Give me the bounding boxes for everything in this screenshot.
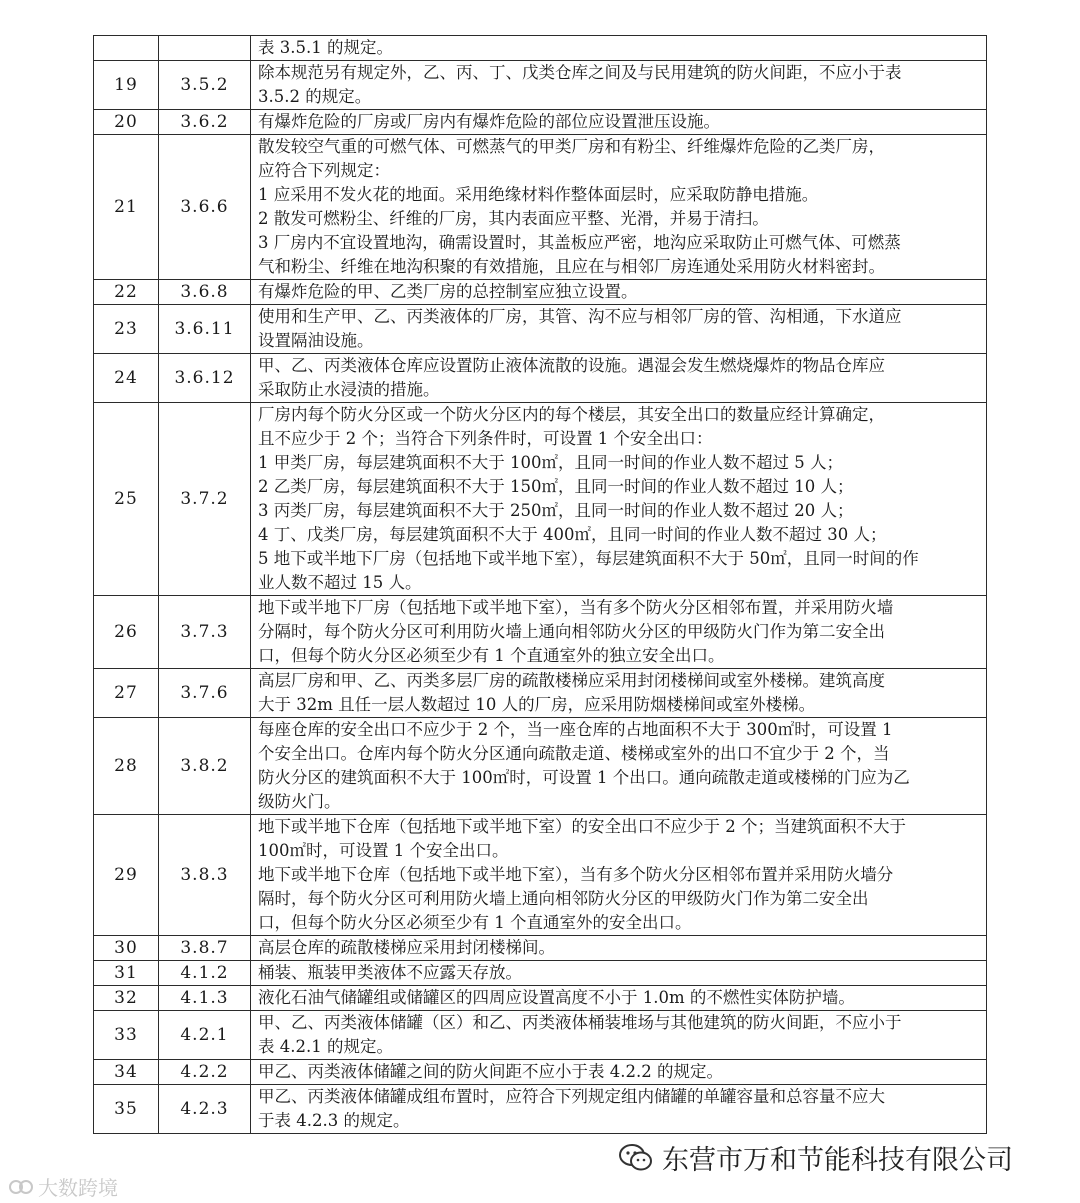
content-line: 业人数不超过 15 人。 <box>258 573 422 592</box>
clause-number: 3.5.2 <box>159 61 251 110</box>
clause-number: 4.1.3 <box>159 986 251 1011</box>
clause-number: 3.6.12 <box>159 354 251 403</box>
table-row <box>94 403 987 596</box>
table-row <box>94 135 987 280</box>
content-line: 级防火门。 <box>258 792 341 811</box>
table-row <box>94 596 987 669</box>
content-line: 应符合下列规定： <box>258 161 390 180</box>
row-number: 19 <box>94 61 159 110</box>
table-row <box>94 1011 987 1060</box>
content-line: 使用和生产甲、乙、丙类液体的厂房，其管、沟不应与相邻厂房的管、沟相通，下水道应 <box>258 307 902 326</box>
content-line: 口，但每个防火分区必须至少有 1 个直通室外的安全出口。 <box>258 913 692 932</box>
regulation-table <box>93 35 987 1134</box>
row-number: 27 <box>94 669 159 718</box>
content-line: 隔时，每个防火分区可利用防火墙上通向相邻防火分区的甲级防火门作为第二安全出 <box>258 889 869 908</box>
clause-content <box>251 354 987 403</box>
row-number: 29 <box>94 815 159 936</box>
clause-number: 3.8.3 <box>159 815 251 936</box>
table-row <box>94 305 987 354</box>
clause-content <box>251 1085 987 1134</box>
table-row <box>94 110 987 135</box>
clause-number <box>159 36 251 61</box>
row-number: 22 <box>94 280 159 305</box>
table-row <box>94 936 987 961</box>
row-number: 30 <box>94 936 159 961</box>
content-line: 气和粉尘、纤维在地沟积聚的有效措施，且应在与相邻厂房连通处采用防火材料密封。 <box>258 257 885 276</box>
clause-content <box>251 61 987 110</box>
clause-number: 4.1.2 <box>159 961 251 986</box>
content-line: 且不应少于 2 个；当符合下列条件时，可设置 1 个安全出口： <box>258 429 713 448</box>
row-number: 25 <box>94 403 159 596</box>
content-line: 有爆炸危险的厂房或厂房内有爆炸危险的部位应设置泄压设施。 <box>258 112 720 131</box>
content-line: 厂房内每个防火分区或一个防火分区内的每个楼层，其安全出口的数量应经计算确定， <box>258 405 885 424</box>
content-line: 防火分区的建筑面积不大于 100㎡时，可设置 1 个出口。通向疏散走道或楼梯的门应为乙 <box>258 768 910 787</box>
table-row <box>94 280 987 305</box>
clause-number: 3.7.3 <box>159 596 251 669</box>
clause-content <box>251 280 987 305</box>
table-row <box>94 61 987 110</box>
clause-number: 3.7.6 <box>159 669 251 718</box>
wechat-icon <box>618 1143 654 1173</box>
clause-number: 4.2.2 <box>159 1060 251 1085</box>
content-line: 设置隔油设施。 <box>258 331 374 350</box>
clause-content <box>251 403 987 596</box>
content-line: 有爆炸危险的甲、乙类厂房的总控制室应独立设置。 <box>258 282 638 301</box>
row-number: 21 <box>94 135 159 280</box>
clause-content <box>251 669 987 718</box>
clause-content <box>251 305 987 354</box>
clause-content <box>251 815 987 936</box>
row-number: 31 <box>94 961 159 986</box>
content-line: 甲乙、丙类液体储罐成组布置时，应符合下列规定组内储罐的单罐容量和总容量不应大 <box>258 1087 885 1106</box>
content-line: 大于 32m 且任一层人数超过 10 人的厂房，应采用防烟楼梯间或室外楼梯。 <box>258 695 816 714</box>
table-row <box>94 669 987 718</box>
content-line: 1 应采用不发火花的地面。采用绝缘材料作整体面层时，应采取防静电措施。 <box>258 185 819 204</box>
watermark-company-text: 东营市万和节能科技有限公司 <box>662 1145 1013 1176</box>
row-number: 32 <box>94 986 159 1011</box>
content-line: 3.5.2 的规定。 <box>258 87 372 106</box>
content-line: 采取防止水浸渍的措施。 <box>258 380 440 399</box>
watermark-source-text: 大数跨境 <box>38 1176 118 1200</box>
row-number: 33 <box>94 1011 159 1060</box>
watermark-source <box>8 1172 118 1201</box>
content-line: 5 地下或半地下厂房（包括地下或半地下室），每层建筑面积不大于 50㎡，且同一时间的作 <box>258 549 919 568</box>
clause-number: 3.8.7 <box>159 936 251 961</box>
clause-content <box>251 36 987 61</box>
content-line: 于表 4.2.3 的规定。 <box>258 1111 410 1130</box>
content-line: 高层厂房和甲、乙、丙类多层厂房的疏散楼梯应采用封闭楼梯间或室外楼梯。建筑高度 <box>258 671 885 690</box>
content-line: 1 甲类厂房，每层建筑面积不大于 100㎡，且同一时间的作业人数不超过 5 人； <box>258 453 843 472</box>
content-line: 个安全出口。仓库内每个防火分区通向疏散走道、楼梯或室外的出口不宜少于 2 个，当 <box>258 744 890 763</box>
table-row <box>94 36 987 61</box>
table-row <box>94 718 987 815</box>
table-row <box>94 1060 987 1085</box>
content-line: 地下或半地下仓库（包括地下或半地下室），当有多个防火分区相邻布置并采用防火墙分 <box>258 865 894 884</box>
clause-content <box>251 1011 987 1060</box>
table-row <box>94 354 987 403</box>
content-line: 表 4.2.1 的规定。 <box>258 1037 393 1056</box>
content-line: 100㎡时，可设置 1 个安全出口。 <box>258 841 509 860</box>
clause-number: 3.6.11 <box>159 305 251 354</box>
clause-number: 3.6.6 <box>159 135 251 280</box>
clause-content <box>251 596 987 669</box>
row-number: 28 <box>94 718 159 815</box>
clause-content <box>251 986 987 1011</box>
content-line: 甲乙、丙类液体储罐之间的防火间距不应小于表 4.2.2 的规定。 <box>258 1062 723 1081</box>
clause-number: 3.6.8 <box>159 280 251 305</box>
table-row <box>94 961 987 986</box>
row-number: 24 <box>94 354 159 403</box>
content-line: 除本规范另有规定外，乙、丙、丁、戊类仓库之间及与民用建筑的防火间距，不应小于表 <box>258 63 902 82</box>
row-number <box>94 36 159 61</box>
row-number: 23 <box>94 305 159 354</box>
row-number: 35 <box>94 1085 159 1134</box>
clause-content <box>251 936 987 961</box>
content-line: 每座仓库的安全出口不应少于 2 个，当一座仓库的占地面积不大于 300㎡时，可设置 1 <box>258 720 893 739</box>
clause-content <box>251 718 987 815</box>
content-line: 4 丁、戊类厂房，每层建筑面积不大于 400㎡，且同一时间的作业人数不超过 30 人； <box>258 525 887 544</box>
content-line: 2 乙类厂房，每层建筑面积不大于 150㎡，且同一时间的作业人数不超过 10 人； <box>258 477 854 496</box>
content-line: 3 厂房内不宜设置地沟，确需设置时，其盖板应严密，地沟应采取防止可燃气体、可燃蒸 <box>258 233 901 252</box>
content-line: 地下或半地下仓库（包括地下或半地下室）的安全出口不应少于 2 个；当建筑面积不大于 <box>258 817 906 836</box>
clause-content <box>251 135 987 280</box>
row-number: 34 <box>94 1060 159 1085</box>
content-line: 2 散发可燃粉尘、纤维的厂房，其内表面应平整、光滑，并易于清扫。 <box>258 209 769 228</box>
content-line: 甲、乙、丙类液体储罐（区）和乙、丙类液体桶装堆场与其他建筑的防火间距，不应小于 <box>258 1013 902 1032</box>
content-line: 地下或半地下厂房（包括地下或半地下室），当有多个防火分区相邻布置，并采用防火墙 <box>258 598 894 617</box>
content-line: 口，但每个防火分区必须至少有 1 个直通室外的独立安全出口。 <box>258 646 725 665</box>
table-row <box>94 986 987 1011</box>
content-line: 散发较空气重的可燃气体、可燃蒸气的甲类厂房和有粉尘、纤维爆炸危险的乙类厂房， <box>258 137 885 156</box>
content-line: 桶装、瓶装甲类液体不应露天存放。 <box>258 963 522 982</box>
regulation-table-body <box>94 36 987 1134</box>
content-line: 表 3.5.1 的规定。 <box>258 38 393 57</box>
table-row <box>94 1085 987 1134</box>
content-line: 高层仓库的疏散楼梯应采用封闭楼梯间。 <box>258 938 555 957</box>
table-row <box>94 815 987 936</box>
clause-number: 4.2.1 <box>159 1011 251 1060</box>
content-line: 甲、乙、丙类液体仓库应设置防止液体流散的设施。遇湿会发生燃烧爆炸的物品仓库应 <box>258 356 885 375</box>
watermark-company <box>618 1138 1013 1177</box>
clause-number: 3.6.2 <box>159 110 251 135</box>
clause-content <box>251 961 987 986</box>
clause-number: 3.7.2 <box>159 403 251 596</box>
logo-icon <box>8 1177 34 1197</box>
content-line: 分隔时，每个防火分区可利用防火墙上通向相邻防火分区的甲级防火门作为第二安全出 <box>258 622 885 641</box>
row-number: 26 <box>94 596 159 669</box>
clause-content <box>251 110 987 135</box>
clause-number: 3.8.2 <box>159 718 251 815</box>
clause-content <box>251 1060 987 1085</box>
row-number: 20 <box>94 110 159 135</box>
clause-number: 4.2.3 <box>159 1085 251 1134</box>
content-line: 3 丙类厂房，每层建筑面积不大于 250㎡，且同一时间的作业人数不超过 20 人； <box>258 501 854 520</box>
content-line: 液化石油气储罐组或储罐区的四周应设置高度不小于 1.0m 的不燃性实体防护墙。 <box>258 988 855 1007</box>
